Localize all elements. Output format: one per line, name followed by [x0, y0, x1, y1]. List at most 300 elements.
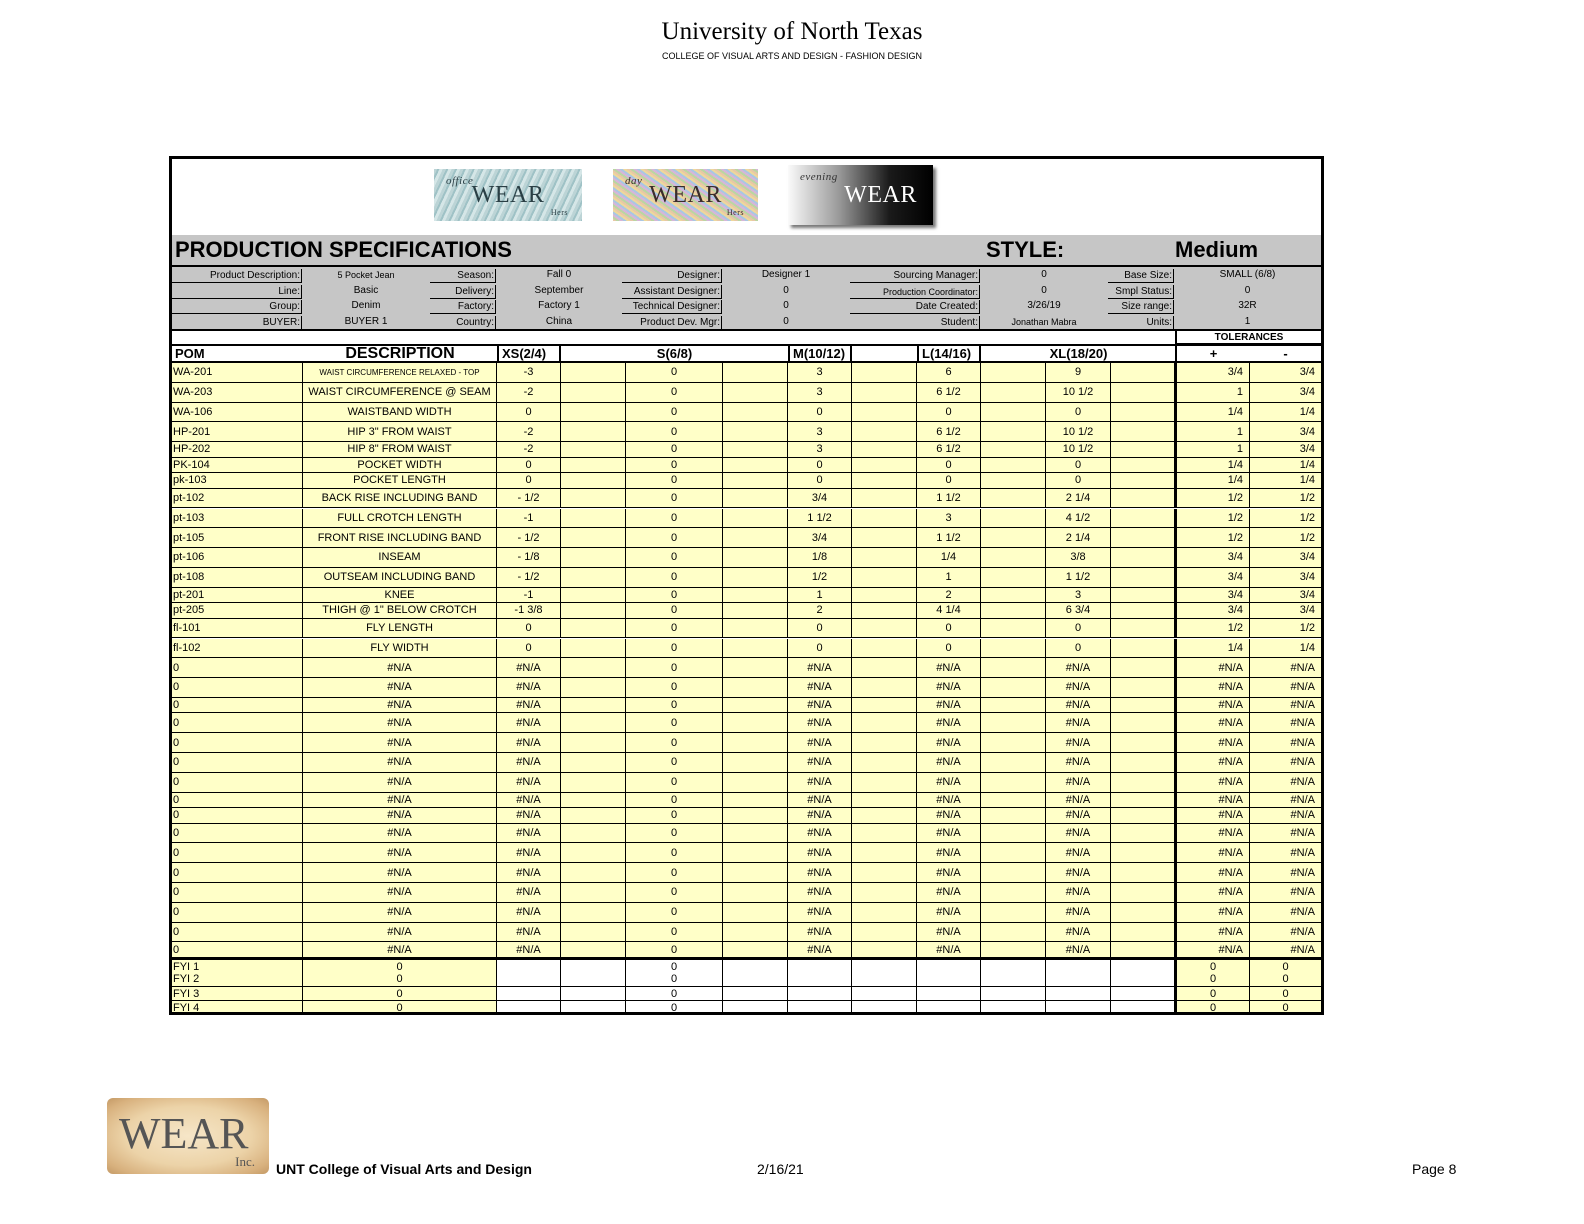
xl-spacer	[1111, 942, 1175, 958]
m-spacer	[852, 808, 917, 824]
m-value: #N/A	[788, 793, 852, 809]
xs-value: 0	[497, 473, 561, 489]
l-value: 6 1/2	[917, 422, 981, 442]
description-cell: #N/A	[303, 942, 497, 958]
xl-spacer	[1111, 568, 1175, 588]
xs-value: - 1/8	[497, 548, 561, 568]
tol-minus-value: 3/4	[1250, 442, 1321, 458]
tol-minus-value: 1/2	[1250, 619, 1321, 639]
m-spacer	[852, 619, 917, 639]
description-cell: #N/A	[303, 678, 497, 698]
l-value: #N/A	[917, 733, 981, 753]
info-label: Product Dev. Mgr:	[622, 316, 722, 330]
pom-cell: 0	[172, 793, 303, 809]
xs-value: #N/A	[497, 843, 561, 863]
fyi-s-value: 0	[626, 972, 723, 987]
tol-plus-value: #N/A	[1175, 733, 1250, 753]
info-value: Basic	[353, 284, 379, 296]
s-value: 0	[626, 528, 723, 548]
tol-minus-value: #N/A	[1250, 808, 1321, 824]
fyi-spacer	[852, 987, 917, 1002]
xs-spacer	[561, 773, 626, 793]
xl-spacer	[1111, 713, 1175, 733]
m-spacer	[852, 753, 917, 773]
fyi-xs	[497, 972, 561, 987]
tol-plus-value: #N/A	[1175, 753, 1250, 773]
xs-value: #N/A	[497, 793, 561, 809]
m-value: 1	[788, 588, 852, 604]
s-spacer	[723, 753, 788, 773]
pom-cell: PK-104	[172, 458, 303, 474]
pom-cell: HP-201	[172, 422, 303, 442]
xs-spacer	[561, 808, 626, 824]
tol-plus-value: 1/2	[1175, 619, 1250, 639]
xs-value: -1	[497, 509, 561, 529]
l-spacer	[981, 489, 1046, 509]
fyi-description: 0	[303, 972, 497, 987]
xl-spacer	[1111, 489, 1175, 509]
m-spacer	[852, 923, 917, 943]
l-spacer	[981, 678, 1046, 698]
tol-plus-value: 1/2	[1175, 528, 1250, 548]
tol-plus-value: 3/4	[1175, 363, 1250, 383]
pom-cell: pt-108	[172, 568, 303, 588]
xl-value: 0	[1046, 639, 1111, 659]
m-spacer	[852, 588, 917, 604]
pom-cell: 0	[172, 753, 303, 773]
fyi-description: 0	[303, 987, 497, 1002]
tol-plus-value: #N/A	[1175, 883, 1250, 903]
description-cell: #N/A	[303, 808, 497, 824]
tol-plus-value: #N/A	[1175, 903, 1250, 923]
m-value: 3/4	[788, 489, 852, 509]
m-spacer	[852, 568, 917, 588]
xl-spacer	[1111, 422, 1175, 442]
description-cell: #N/A	[303, 793, 497, 809]
l-value: #N/A	[917, 923, 981, 943]
description-cell: THIGH @ 1" BELOW CROTCH	[303, 603, 497, 619]
table-row	[172, 658, 1321, 678]
s-value: 0	[626, 568, 723, 588]
tol-plus-value: 1/4	[1175, 458, 1250, 474]
s-spacer	[723, 473, 788, 489]
pom-cell: 0	[172, 733, 303, 753]
info-label: Technical Designer:	[622, 300, 722, 314]
col-tol-minus: -	[1250, 346, 1321, 361]
fyi-tol-plus: 0	[1175, 1001, 1250, 1015]
m-spacer	[852, 528, 917, 548]
m-spacer	[852, 509, 917, 529]
m-spacer	[852, 442, 917, 458]
m-spacer	[852, 698, 917, 714]
table-row	[172, 773, 1321, 793]
fyi-label: FYI 1	[172, 960, 303, 975]
m-spacer	[852, 383, 917, 403]
info-value: Fall 0	[546, 269, 572, 280]
xs-value: -1 3/8	[497, 603, 561, 619]
xs-spacer	[561, 753, 626, 773]
table-row	[172, 843, 1321, 863]
description-cell: POCKET WIDTH	[303, 458, 497, 474]
xl-value: #N/A	[1046, 773, 1111, 793]
fyi-label: FYI 3	[172, 987, 303, 1002]
tol-plus-value: #N/A	[1175, 658, 1250, 678]
info-value: 0	[1041, 269, 1047, 280]
fyi-tol-minus: 0	[1250, 987, 1321, 1002]
s-value: 0	[626, 603, 723, 619]
table-row	[172, 603, 1321, 619]
xs-value: 0	[497, 403, 561, 423]
table-row	[172, 619, 1321, 639]
fyi-description: 0	[303, 960, 497, 975]
m-spacer	[852, 883, 917, 903]
xl-value: 10 1/2	[1046, 383, 1111, 403]
xs-spacer	[561, 619, 626, 639]
description-cell: FULL CROTCH LENGTH	[303, 509, 497, 529]
l-value: #N/A	[917, 698, 981, 714]
table-row	[172, 458, 1321, 474]
l-spacer	[981, 733, 1046, 753]
m-value: #N/A	[788, 903, 852, 923]
table-row	[172, 509, 1321, 529]
tol-minus-value: 3/4	[1250, 383, 1321, 403]
xs-spacer	[561, 658, 626, 678]
xs-spacer	[561, 923, 626, 943]
xs-spacer	[561, 639, 626, 659]
m-value: #N/A	[788, 773, 852, 793]
s-spacer	[723, 458, 788, 474]
tol-minus-value: #N/A	[1250, 713, 1321, 733]
tol-plus-value: 1	[1175, 422, 1250, 442]
s-value: 0	[626, 588, 723, 604]
xs-spacer	[561, 489, 626, 509]
m-spacer	[852, 863, 917, 883]
s-spacer	[723, 733, 788, 753]
s-spacer	[723, 383, 788, 403]
xs-value: -1	[497, 588, 561, 604]
m-value: 2	[788, 603, 852, 619]
day-logo-suffix: Hers	[726, 208, 744, 217]
xl-value: #N/A	[1046, 843, 1111, 863]
fyi-row	[172, 972, 1321, 987]
tol-plus-value: #N/A	[1175, 863, 1250, 883]
s-value: 0	[626, 422, 723, 442]
m-spacer	[852, 489, 917, 509]
measurement-table	[172, 331, 1321, 1014]
xl-value: 3/8	[1046, 548, 1111, 568]
xl-spacer	[1111, 509, 1175, 529]
table-row	[172, 639, 1321, 659]
description-cell: #N/A	[303, 698, 497, 714]
s-value: 0	[626, 383, 723, 403]
s-spacer	[723, 808, 788, 824]
description-cell: #N/A	[303, 713, 497, 733]
col-s: S(6/8)	[626, 346, 723, 361]
col-l: L(14/16)	[917, 346, 981, 361]
description-cell: FLY WIDTH	[303, 639, 497, 659]
table-row	[172, 588, 1321, 604]
xl-value: #N/A	[1046, 863, 1111, 883]
info-label: Production Coordinator:	[850, 285, 980, 299]
xl-spacer	[1111, 363, 1175, 383]
pom-cell: 0	[172, 883, 303, 903]
pom-cell: WA-201	[172, 363, 303, 383]
tol-minus-value: 1/4	[1250, 403, 1321, 423]
footer-logo-suffix: Inc.	[235, 1154, 255, 1169]
fyi-spacer	[1111, 987, 1175, 1002]
m-value: #N/A	[788, 824, 852, 844]
l-value: #N/A	[917, 658, 981, 678]
s-spacer	[723, 698, 788, 714]
s-spacer	[723, 509, 788, 529]
description-cell: #N/A	[303, 903, 497, 923]
fyi-spacer	[1111, 972, 1175, 987]
m-value: #N/A	[788, 923, 852, 943]
wear-inc-logo	[107, 1098, 269, 1174]
tol-minus-value: #N/A	[1250, 903, 1321, 923]
description-cell: #N/A	[303, 658, 497, 678]
fyi-label: FYI 4	[172, 1001, 303, 1015]
info-label: Country:	[430, 316, 496, 330]
l-value: #N/A	[917, 753, 981, 773]
description-cell: #N/A	[303, 773, 497, 793]
office-logo-suffix: Hers	[550, 208, 568, 217]
l-value: 3	[917, 509, 981, 529]
s-value: 0	[626, 658, 723, 678]
xs-spacer	[561, 568, 626, 588]
s-spacer	[723, 528, 788, 548]
info-value: SMALL (6/8)	[1219, 269, 1276, 280]
s-spacer	[723, 942, 788, 958]
xs-value: - 1/2	[497, 489, 561, 509]
pom-cell: 0	[172, 713, 303, 733]
s-value: 0	[626, 733, 723, 753]
m-spacer	[852, 658, 917, 678]
l-spacer	[981, 403, 1046, 423]
l-spacer	[981, 824, 1046, 844]
fyi-s-value: 0	[626, 960, 723, 975]
l-value: #N/A	[917, 824, 981, 844]
fyi-tol-plus: 0	[1175, 960, 1250, 975]
s-value: 0	[626, 458, 723, 474]
s-value: 0	[626, 678, 723, 698]
footer-date: 2/16/21	[757, 1161, 804, 1177]
table-row	[172, 824, 1321, 844]
xs-value: #N/A	[497, 658, 561, 678]
tol-minus-value: 3/4	[1250, 603, 1321, 619]
xs-spacer	[561, 793, 626, 809]
l-value: 0	[917, 473, 981, 489]
xs-value: #N/A	[497, 753, 561, 773]
xs-value: - 1/2	[497, 528, 561, 548]
table-row	[172, 793, 1321, 809]
l-value: 0	[917, 458, 981, 474]
tol-minus-value: #N/A	[1250, 733, 1321, 753]
tol-plus-value: 3/4	[1175, 548, 1250, 568]
l-spacer	[981, 903, 1046, 923]
s-value: 0	[626, 403, 723, 423]
fyi-tol-plus: 0	[1175, 987, 1250, 1002]
info-label: BUYER:	[172, 316, 302, 330]
col-tol-plus: +	[1175, 346, 1250, 361]
info-value: 32R	[1238, 300, 1257, 311]
s-value: 0	[626, 698, 723, 714]
xs-value: #N/A	[497, 773, 561, 793]
xs-value: #N/A	[497, 733, 561, 753]
m-value: 0	[788, 619, 852, 639]
table-row	[172, 548, 1321, 568]
tol-minus-value: 3/4	[1250, 588, 1321, 604]
table-row	[172, 568, 1321, 588]
s-spacer	[723, 903, 788, 923]
pom-cell: fl-102	[172, 639, 303, 659]
tol-plus-value: 1	[1175, 383, 1250, 403]
xs-spacer	[561, 942, 626, 958]
spec-sheet	[169, 156, 1324, 1015]
style-label: STYLE:	[986, 237, 1065, 262]
table-row	[172, 442, 1321, 458]
l-spacer	[981, 753, 1046, 773]
xl-spacer	[1111, 903, 1175, 923]
tol-plus-value: 1/4	[1175, 639, 1250, 659]
col-xl: XL(18/20)	[1046, 346, 1111, 361]
m-spacer	[852, 403, 917, 423]
xs-value: #N/A	[497, 713, 561, 733]
s-value: 0	[626, 363, 723, 383]
l-value: #N/A	[917, 942, 981, 958]
tol-minus-value: #N/A	[1250, 942, 1321, 958]
l-spacer	[981, 713, 1046, 733]
table-row	[172, 923, 1321, 943]
xl-spacer	[1111, 473, 1175, 489]
xl-value: 4 1/2	[1046, 509, 1111, 529]
l-value: #N/A	[917, 773, 981, 793]
fyi-tol-minus: 0	[1250, 1001, 1321, 1015]
xl-spacer	[1111, 548, 1175, 568]
footer-college: UNT College of Visual Arts and Design	[276, 1161, 532, 1177]
pom-cell: 0	[172, 863, 303, 883]
info-label: Size range:	[1108, 300, 1174, 314]
m-spacer	[852, 942, 917, 958]
l-spacer	[981, 588, 1046, 604]
logo-strip	[172, 159, 1321, 238]
m-spacer	[852, 713, 917, 733]
tol-plus-value: #N/A	[1175, 808, 1250, 824]
table-row	[172, 473, 1321, 489]
tol-minus-value: #N/A	[1250, 678, 1321, 698]
info-value: Factory 1	[538, 300, 580, 311]
description-cell: POCKET LENGTH	[303, 473, 497, 489]
m-value: 1/8	[788, 548, 852, 568]
info-value: Denim	[351, 300, 381, 311]
tol-plus-value: 3/4	[1175, 588, 1250, 604]
s-spacer	[723, 403, 788, 423]
s-value: 0	[626, 509, 723, 529]
m-spacer	[852, 903, 917, 923]
l-spacer	[981, 658, 1046, 678]
info-label: Product Description:	[172, 269, 302, 283]
spec-banner	[172, 235, 1321, 267]
pom-cell: 0	[172, 658, 303, 678]
s-spacer	[723, 793, 788, 809]
l-spacer	[981, 698, 1046, 714]
info-value: BUYER 1	[344, 315, 388, 327]
xs-spacer	[561, 548, 626, 568]
tol-plus-value: 1/2	[1175, 489, 1250, 509]
s-value: 0	[626, 713, 723, 733]
info-label: Assistant Designer:	[622, 285, 722, 299]
tol-minus-value: #N/A	[1250, 773, 1321, 793]
xl-value: 3	[1046, 588, 1111, 604]
s-spacer	[723, 548, 788, 568]
l-spacer	[981, 509, 1046, 529]
table-row	[172, 883, 1321, 903]
info-value: September	[534, 284, 584, 296]
info-label: Delivery:	[430, 285, 496, 299]
l-spacer	[981, 883, 1046, 903]
fyi-xs	[497, 987, 561, 1002]
l-spacer	[981, 383, 1046, 403]
tol-minus-value: #N/A	[1250, 863, 1321, 883]
table-row	[172, 422, 1321, 442]
fyi-spacer	[852, 972, 917, 987]
l-value: 6 1/2	[917, 383, 981, 403]
pom-cell: 0	[172, 678, 303, 698]
s-spacer	[723, 568, 788, 588]
tol-minus-value: 1/2	[1250, 509, 1321, 529]
description-cell: #N/A	[303, 923, 497, 943]
footer-page-number: Page 8	[1412, 1161, 1457, 1177]
l-value: 6	[917, 363, 981, 383]
description-cell: HIP 3" FROM WAIST	[303, 422, 497, 442]
col-m: M(10/12)	[788, 346, 852, 361]
s-spacer	[723, 863, 788, 883]
info-label: Date Created:	[850, 300, 980, 314]
fyi-description: 0	[303, 1001, 497, 1015]
m-value: #N/A	[788, 713, 852, 733]
pom-cell: pk-103	[172, 473, 303, 489]
xl-spacer	[1111, 843, 1175, 863]
description-cell: HIP 8" FROM WAIST	[303, 442, 497, 458]
m-value: 3/4	[788, 528, 852, 548]
xs-spacer	[561, 422, 626, 442]
tol-minus-value: 1/2	[1250, 528, 1321, 548]
l-spacer	[981, 442, 1046, 458]
xl-value: #N/A	[1046, 733, 1111, 753]
description-cell: #N/A	[303, 733, 497, 753]
xs-value: -3	[497, 363, 561, 383]
xl-spacer	[1111, 442, 1175, 458]
fyi-spacer	[852, 1001, 917, 1015]
l-spacer	[981, 458, 1046, 474]
tol-minus-value: 3/4	[1250, 548, 1321, 568]
xl-spacer	[1111, 773, 1175, 793]
xs-spacer	[561, 603, 626, 619]
l-value: 0	[917, 639, 981, 659]
m-value: 3	[788, 422, 852, 442]
s-spacer	[723, 824, 788, 844]
l-spacer	[981, 793, 1046, 809]
fyi-row	[172, 1001, 1321, 1015]
style-value: Medium	[1175, 237, 1259, 262]
m-value: 3	[788, 383, 852, 403]
s-spacer	[723, 639, 788, 659]
xl-spacer	[1111, 403, 1175, 423]
m-spacer	[852, 639, 917, 659]
tol-plus-value: #N/A	[1175, 923, 1250, 943]
col-pom: POM	[172, 346, 303, 361]
s-spacer	[723, 588, 788, 604]
